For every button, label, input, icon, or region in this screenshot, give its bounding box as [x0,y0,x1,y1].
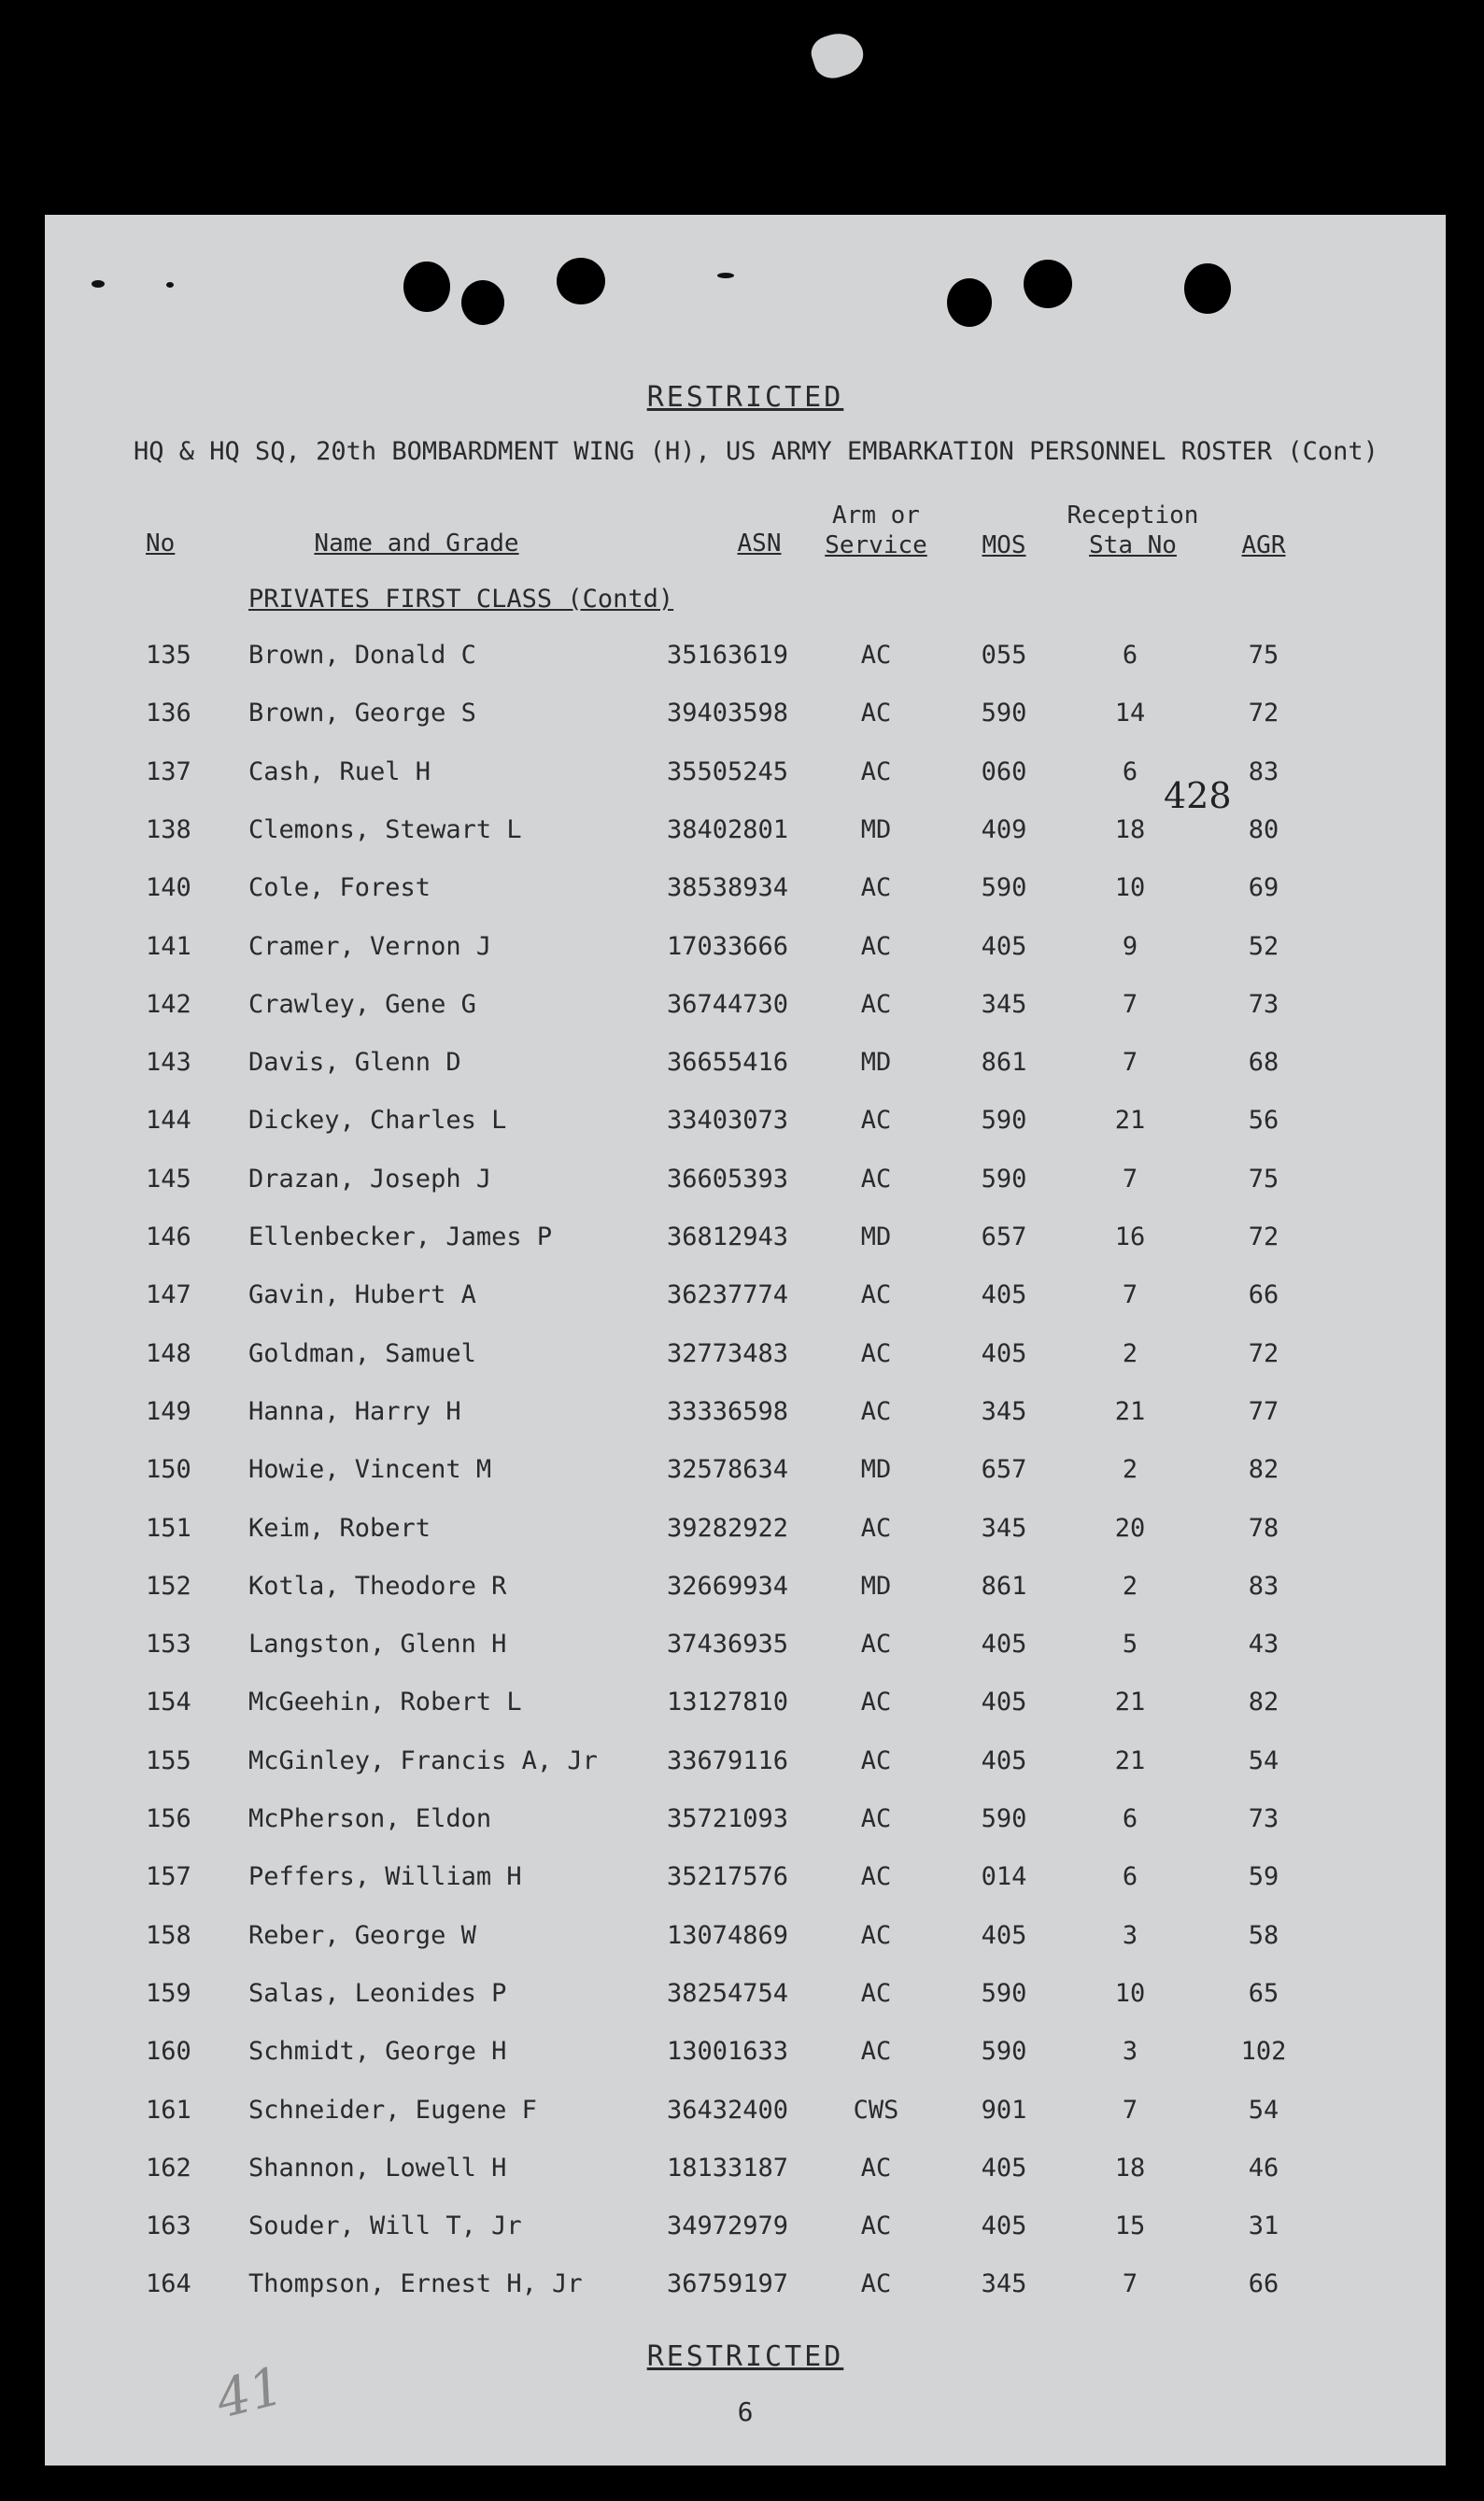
cell-mos: 345 [981,989,1027,1019]
table-row [45,1746,1446,1804]
table-row [45,1921,1446,1979]
cell-asn: 33336598 [667,1396,789,1426]
cell-asn: 17033666 [667,931,789,961]
cell-no: 136 [146,699,191,728]
cell-arm: AC [860,1804,892,1833]
cell-name: McGeehin, Robert L [248,1688,522,1717]
cell-sta: 21 [1114,1396,1146,1426]
cell-asn: 32773483 [667,1338,789,1368]
cell-no: 148 [146,1338,191,1368]
table-row [45,1106,1446,1164]
cell-mos: 590 [981,2037,1027,2067]
section-label: PRIVATES FIRST CLASS (Contd) [248,585,674,614]
table-row [45,1572,1446,1630]
punch-hole [461,280,504,325]
cell-agr: 52 [1248,931,1279,961]
table-row [45,1339,1446,1397]
cell-mos: 405 [981,2211,1027,2241]
cell-agr: 78 [1248,1513,1279,1543]
table-row [45,815,1446,873]
cell-mos: 405 [981,1920,1027,1950]
classification-top: RESTRICTED [646,381,844,414]
cell-sta: 9 [1122,931,1138,961]
cell-no: 163 [146,2211,191,2241]
cell-no: 152 [146,1571,191,1601]
column-header-mos: MOS [982,531,1026,559]
cell-arm: AC [860,1280,892,1310]
table-row [45,1979,1446,2037]
cell-mos: 590 [981,1978,1027,2008]
cell-name: Davis, Glenn D [248,1048,461,1078]
cell-asn: 36605393 [667,1164,789,1194]
punch-hole [557,258,605,304]
cell-arm: AC [860,1978,892,2008]
cell-agr: 58 [1248,1920,1279,1950]
cell-agr: 80 [1248,814,1279,844]
cell-no: 150 [146,1455,191,1485]
table-row [45,990,1446,1048]
cell-no: 149 [146,1396,191,1426]
cell-mos: 060 [981,756,1027,786]
cell-agr: 46 [1248,2153,1279,2183]
cell-mos: 345 [981,1513,1027,1543]
column-header-arm-line2: Service [825,531,927,559]
cell-name: Cash, Ruel H [248,756,431,786]
cell-asn: 36744730 [667,989,789,1019]
cell-mos: 345 [981,2269,1027,2299]
cell-sta: 20 [1114,1513,1146,1543]
cell-asn: 32578634 [667,1455,789,1485]
column-header-no: No [146,530,176,558]
cell-name: Drazan, Joseph J [248,1164,492,1194]
table-row [45,1397,1446,1455]
cell-mos: 657 [981,1222,1027,1251]
cell-asn: 38254754 [667,1978,789,2008]
column-header-sta-line2: Sta No [1089,531,1177,559]
cell-no: 154 [146,1688,191,1717]
cell-asn: 35163619 [667,641,789,670]
cell-arm: AC [860,2037,892,2067]
cell-agr: 83 [1248,756,1279,786]
cell-name: Peffers, William H [248,1862,522,1892]
table-row [45,1514,1446,1572]
cell-mos: 590 [981,1804,1027,1833]
cell-arm: CWS [853,2095,899,2125]
cell-no: 147 [146,1280,191,1310]
cell-mos: 901 [981,2095,1027,2125]
cell-arm: AC [860,641,892,670]
column-header-name: Name and Grade [314,530,519,558]
cell-name: McGinley, Francis A, Jr [248,1745,598,1775]
cell-arm: AC [860,1688,892,1717]
cell-agr: 31 [1248,2211,1279,2241]
speck [92,280,105,288]
cell-mos: 405 [981,1745,1027,1775]
cell-sta: 7 [1122,989,1138,1019]
cell-sta: 7 [1122,1164,1138,1194]
cell-arm: AC [860,2269,892,2299]
cell-no: 161 [146,2095,191,2125]
cell-arm: AC [860,1920,892,1950]
cell-name: Brown, Donald C [248,641,476,670]
cell-asn: 36759197 [667,2269,789,2299]
cell-asn: 33403073 [667,1106,789,1136]
punch-hole [1024,260,1072,308]
cell-arm: AC [860,1630,892,1660]
table-row [45,2269,1446,2327]
cell-mos: 055 [981,641,1027,670]
cell-asn: 13074869 [667,1920,789,1950]
cell-sta: 21 [1114,1688,1146,1717]
cell-arm: AC [860,756,892,786]
cell-no: 137 [146,756,191,786]
cell-sta: 18 [1114,814,1146,844]
cell-arm: AC [860,1745,892,1775]
scan-artifact [807,27,869,83]
cell-name: Shannon, Lowell H [248,2153,507,2183]
cell-arm: MD [860,1455,892,1485]
page-number: 6 [737,2396,754,2427]
cell-asn: 36812943 [667,1222,789,1251]
cell-no: 162 [146,2153,191,2183]
cell-no: 144 [146,1106,191,1136]
cell-arm: MD [860,1571,892,1601]
cell-arm: AC [860,1396,892,1426]
column-header-arm-line1: Arm or [832,502,920,530]
cell-name: Ellenbecker, James P [248,1222,553,1251]
column-header-asn: ASN [737,530,782,558]
punch-hole [947,278,992,327]
column-header-sta-line1: Reception [1067,502,1199,530]
table-row [45,1630,1446,1688]
cell-no: 143 [146,1048,191,1078]
cell-arm: AC [860,2211,892,2241]
stamp-number: 428 [1164,775,1232,816]
table-row [45,2096,1446,2154]
cell-sta: 10 [1114,1978,1146,2008]
cell-name: Schmidt, George H [248,2037,507,2067]
cell-mos: 590 [981,1164,1027,1194]
cell-agr: 75 [1248,1164,1279,1194]
cell-no: 159 [146,1978,191,2008]
cell-agr: 59 [1248,1862,1279,1892]
cell-mos: 345 [981,1396,1027,1426]
cell-asn: 35721093 [667,1804,789,1833]
cell-asn: 35505245 [667,756,789,786]
column-header-agr: AGR [1241,531,1286,559]
cell-asn: 33679116 [667,1745,789,1775]
cell-no: 153 [146,1630,191,1660]
cell-arm: AC [860,873,892,903]
cell-mos: 657 [981,1455,1027,1485]
cell-name: McPherson, Eldon [248,1804,492,1833]
cell-asn: 18133187 [667,2153,789,2183]
cell-mos: 590 [981,699,1027,728]
cell-sta: 6 [1122,641,1138,670]
cell-arm: MD [860,814,892,844]
cell-sta: 2 [1122,1455,1138,1485]
cell-no: 138 [146,814,191,844]
cell-mos: 405 [981,1338,1027,1368]
cell-agr: 72 [1248,1338,1279,1368]
cell-sta: 7 [1122,2095,1138,2125]
cell-agr: 72 [1248,699,1279,728]
cell-name: Keim, Robert [248,1513,431,1543]
cell-sta: 3 [1122,2037,1138,2067]
cell-no: 135 [146,641,191,670]
cell-name: Langston, Glenn H [248,1630,507,1660]
cell-sta: 10 [1114,873,1146,903]
speck [166,282,174,288]
cell-sta: 18 [1114,2153,1146,2183]
table-row [45,1048,1446,1106]
cell-mos: 405 [981,1688,1027,1717]
cell-arm: AC [860,699,892,728]
cell-no: 157 [146,1862,191,1892]
cell-asn: 36237774 [667,1280,789,1310]
table-row [45,641,1446,699]
cell-name: Gavin, Hubert A [248,1280,476,1310]
cell-no: 155 [146,1745,191,1775]
cell-arm: AC [860,1164,892,1194]
cell-arm: MD [860,1048,892,1078]
cell-name: Souder, Will T, Jr [248,2211,522,2241]
table-row [45,1165,1446,1222]
cell-arm: AC [860,1338,892,1368]
cell-asn: 36655416 [667,1048,789,1078]
cell-no: 160 [146,2037,191,2067]
cell-asn: 38402801 [667,814,789,844]
cell-sta: 2 [1122,1571,1138,1601]
cell-name: Crawley, Gene G [248,989,476,1019]
cell-name: Hanna, Harry H [248,1396,461,1426]
table-row [45,1862,1446,1920]
cell-agr: 43 [1248,1630,1279,1660]
cell-agr: 82 [1248,1688,1279,1717]
cell-asn: 37436935 [667,1630,789,1660]
cell-name: Schneider, Eugene F [248,2095,537,2125]
cell-name: Clemons, Stewart L [248,814,522,844]
cell-agr: 68 [1248,1048,1279,1078]
cell-asn: 13001633 [667,2037,789,2067]
cell-no: 156 [146,1804,191,1833]
cell-name: Cramer, Vernon J [248,931,492,961]
cell-mos: 861 [981,1571,1027,1601]
cell-name: Salas, Leonides P [248,1978,507,2008]
cell-arm: AC [860,1106,892,1136]
cell-asn: 34972979 [667,2211,789,2241]
speck [717,273,734,278]
cell-name: Dickey, Charles L [248,1106,507,1136]
cell-no: 164 [146,2269,191,2299]
punch-hole [1184,263,1231,314]
table-row [45,873,1446,931]
cell-agr: 54 [1248,2095,1279,2125]
table-row [45,2154,1446,2211]
cell-asn: 36432400 [667,2095,789,2125]
cell-no: 141 [146,931,191,961]
cell-mos: 861 [981,1048,1027,1078]
cell-agr: 83 [1248,1571,1279,1601]
cell-asn: 39282922 [667,1513,789,1543]
cell-arm: AC [860,1513,892,1543]
cell-mos: 590 [981,873,1027,903]
cell-agr: 73 [1248,1804,1279,1833]
table-row [45,1688,1446,1745]
table-row [45,699,1446,756]
cell-mos: 409 [981,814,1027,844]
cell-asn: 38538934 [667,873,789,903]
cell-agr: 56 [1248,1106,1279,1136]
cell-mos: 405 [981,2153,1027,2183]
cell-agr: 65 [1248,1978,1279,2008]
cell-name: Howie, Vincent M [248,1455,492,1485]
cell-agr: 102 [1240,2037,1287,2067]
cell-arm: MD [860,1222,892,1251]
table-row [45,2037,1446,2095]
cell-asn: 13127810 [667,1688,789,1717]
table-row [45,1280,1446,1338]
cell-arm: AC [860,1862,892,1892]
cell-sta: 2 [1122,1338,1138,1368]
cell-no: 140 [146,873,191,903]
cell-sta: 5 [1122,1630,1138,1660]
cell-sta: 7 [1122,1048,1138,1078]
cell-sta: 14 [1114,699,1146,728]
cell-no: 146 [146,1222,191,1251]
cell-name: Reber, George W [248,1920,476,1950]
cell-no: 158 [146,1920,191,1950]
cell-mos: 405 [981,1630,1027,1660]
cell-sta: 3 [1122,1920,1138,1950]
cell-no: 142 [146,989,191,1019]
table-row [45,1222,1446,1280]
cell-agr: 73 [1248,989,1279,1019]
cell-sta: 16 [1114,1222,1146,1251]
document-page [45,215,1446,2466]
table-row [45,932,1446,990]
cell-mos: 590 [981,1106,1027,1136]
cell-mos: 014 [981,1862,1027,1892]
classification-bottom: RESTRICTED [646,2340,844,2373]
cell-agr: 72 [1248,1222,1279,1251]
punch-hole [403,261,450,312]
table-row [45,1455,1446,1513]
cell-arm: AC [860,931,892,961]
handwritten-note: 41 [210,2355,290,2431]
cell-agr: 66 [1248,1280,1279,1310]
cell-asn: 32669934 [667,1571,789,1601]
cell-agr: 54 [1248,1745,1279,1775]
cell-mos: 405 [981,931,1027,961]
cell-name: Goldman, Samuel [248,1338,476,1368]
table-row [45,1804,1446,1862]
cell-arm: AC [860,2153,892,2183]
cell-asn: 39403598 [667,699,789,728]
table-row [45,757,1446,815]
cell-sta: 6 [1122,756,1138,786]
cell-sta: 6 [1122,1804,1138,1833]
cell-asn: 35217576 [667,1862,789,1892]
cell-agr: 75 [1248,641,1279,670]
cell-name: Kotla, Theodore R [248,1571,507,1601]
page-title: HQ & HQ SQ, 20th BOMBARDMENT WING (H), US ARMY EMBARKATION PERSONNEL ROSTER (Cont) [134,437,1378,466]
cell-sta: 7 [1122,1280,1138,1310]
table-row [45,2211,1446,2269]
cell-agr: 69 [1248,873,1279,903]
cell-no: 151 [146,1513,191,1543]
cell-sta: 21 [1114,1106,1146,1136]
cell-arm: AC [860,989,892,1019]
cell-agr: 66 [1248,2269,1279,2299]
cell-agr: 82 [1248,1455,1279,1485]
cell-name: Brown, George S [248,699,476,728]
cell-no: 145 [146,1164,191,1194]
cell-agr: 77 [1248,1396,1279,1426]
cell-name: Cole, Forest [248,873,431,903]
cell-sta: 15 [1114,2211,1146,2241]
cell-sta: 7 [1122,2269,1138,2299]
cell-sta: 6 [1122,1862,1138,1892]
cell-name: Thompson, Ernest H, Jr [248,2269,583,2299]
cell-mos: 405 [981,1280,1027,1310]
cell-sta: 21 [1114,1745,1146,1775]
